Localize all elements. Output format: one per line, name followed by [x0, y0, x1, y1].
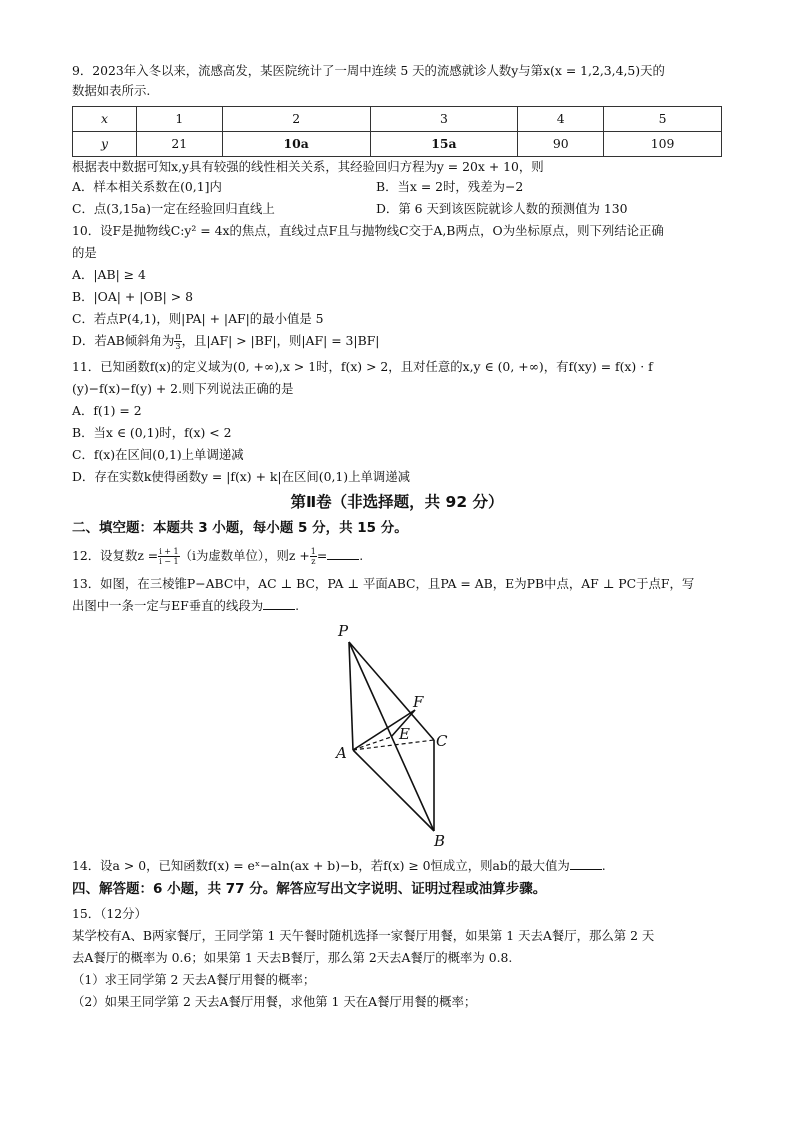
fraction-numerator: 1 — [310, 547, 316, 556]
table-cell: 90 — [518, 132, 604, 157]
q9-option-b: B．当x = 2时，残差为−2 — [376, 179, 524, 194]
q9-data-table — [72, 106, 722, 157]
q9-line3: 根据表中数据可知x,y具有较强的线性相关关系，其经验回归方程为y = 20x + 10，则 — [72, 159, 544, 174]
q10-line1: 10．设F是抛物线C:y² = 4x的焦点，直线过点F且与抛物线C交于A,B两点，O为坐标原点，则下列结论正确 — [72, 223, 664, 238]
q12-mid: （i为虚数单位），则z + — [179, 548, 310, 563]
label-p: P — [338, 622, 349, 640]
q9-line1: 9．2023年入冬以来，流感高发，某医院统计了一周中连续 5 天的流感就诊人数y与第x(x = 1,2,3,4,5)天的 — [72, 63, 665, 78]
q14-text: 14．设a > 0，已知函数f(x) = eˣ−aln(ax + b)−b，若f(x) ≥ 0恒成立，则ab的最大值为 — [72, 858, 570, 873]
section-answer-title: 四、解答题：6 小题，共 77 分。解答应写出文字说明、证明过程或油算步骤。 — [72, 881, 547, 897]
fraction-numerator: π — [175, 332, 181, 341]
figure-hidden-edges — [353, 737, 434, 750]
label-c: C — [436, 732, 448, 750]
fraction-numerator: i + 1 — [159, 547, 179, 556]
label-a: A — [336, 744, 347, 762]
table-cell: 1 — [136, 107, 222, 132]
q11-option-d: D．存在实数k使得函数y = |f(x) + k|在区间(0,1)上单调递减 — [72, 469, 411, 484]
table-row — [73, 132, 722, 157]
label-e: E — [399, 725, 410, 743]
label-b: B — [434, 832, 446, 850]
part2-title: 第Ⅱ卷（非选择题，共 92 分） — [290, 493, 504, 511]
table-cell: 21 — [136, 132, 222, 157]
table-cell: 109 — [604, 132, 722, 157]
q15-sub2: （2）如果王同学第 2 天去A餐厅用餐，求他第 1 天在A餐厅用餐的概率； — [72, 994, 477, 1009]
q15-line1: 某学校有A、B两家餐厅，王同学第 1 天午餐时随机选择一家餐厅用餐，如果第 1 天去A餐厅，那么第 2 天 — [72, 928, 655, 943]
q10-line2: 的是 — [72, 245, 97, 260]
fraction-denominator: 3 — [175, 342, 181, 351]
figure-edges — [349, 642, 434, 831]
table-cell: 3 — [370, 107, 518, 132]
table-cell: 10a — [222, 132, 370, 157]
q11-option-a: A．f(1) = 2 — [72, 403, 142, 418]
section-fill-in-title: 二、填空题：本题共 3 小题，每小题 5 分，共 15 分。 — [72, 520, 408, 536]
q10-fraction — [174, 332, 181, 351]
q10-option-d-post: ，且|AF| > |BF|，则|AF| = 3|BF| — [181, 333, 380, 348]
table-cell: 15a — [370, 132, 518, 157]
edge-pa — [349, 642, 353, 750]
q12-pre: 12．设复数z = — [72, 548, 159, 563]
q10-option-c: C．若点P(4,1)，则|PA| + |AF|的最小值是 5 — [72, 311, 324, 326]
tetrahedron-figure — [320, 614, 470, 850]
table-cell: x — [73, 107, 137, 132]
q11-option-b: B．当x ∈ (0,1)时，f(x) < 2 — [72, 425, 232, 440]
q12-fraction-1 — [158, 547, 179, 566]
q13-line2: 出图中一条一定与EF垂直的线段为 . — [72, 598, 300, 613]
q10-option-d-pre: D．若AB倾斜角为 — [72, 333, 175, 348]
fraction-denominator: i − 1 — [159, 557, 179, 566]
q14-line: 14．设a > 0，已知函数f(x) = eˣ−aln(ax + b)−b，若f(x) ≥ 0恒成立，则ab的最大值为 . — [72, 858, 606, 873]
table-cell: 4 — [518, 107, 604, 132]
q10-option-d — [72, 331, 379, 351]
q10-option-b: B．|OA| + |OB| > 8 — [72, 289, 193, 304]
q10-option-a: A．|AB| ≥ 4 — [72, 267, 146, 282]
answer-blank — [570, 857, 602, 870]
answer-blank — [263, 597, 295, 610]
q9-option-a: A．样本相关系数在(0,1]内 — [72, 179, 222, 194]
q12-line: 12．设复数z = $\frac{i + 1}{i - 1}$ （i为虚数单位），则z + $\frac{1}{z}$ = . — [72, 547, 364, 566]
q13-line2-text: 出图中一条一定与EF垂直的线段为 — [72, 598, 264, 613]
answer-blank — [327, 547, 359, 560]
q9-line2: 数据如表所示. — [72, 83, 151, 98]
q15-line2: 去A餐厅的概率为 0.6；如果第 1 天去B餐厅，那么第 2天去A餐厅的概率为 0.8. — [72, 950, 513, 965]
q11-line1: 11．已知函数f(x)的定义域为(0, +∞),x > 1时，f(x) > 2，且对任意的x,y ∈ (0, +∞)，有f(xy) = f(x) · f — [72, 359, 653, 374]
table-row — [73, 107, 722, 132]
q11-line2: (y)−f(x)−f(y) + 2.则下列说法正确的是 — [72, 381, 294, 396]
fraction-denominator: z — [311, 557, 316, 566]
edge-ab — [353, 750, 434, 831]
q13-line1: 13．如图，在三棱锥P−ABC中，AC ⊥ BC，PA ⊥ 平面ABC，且PA = AB，E为PB中点，AF ⊥ PC于点F，写 — [72, 576, 695, 591]
q9-option-d: D．第 6 天到该医院就诊人数的预测值为 130 — [376, 201, 628, 216]
q12-post: = — [316, 548, 328, 563]
q9-option-c: C．点(3,15a)一定在经验回归直线上 — [72, 201, 275, 216]
label-f: F — [413, 693, 424, 711]
q12-fraction-2 — [310, 547, 317, 566]
q15-header: 15．（12分） — [72, 906, 147, 921]
table-cell: 5 — [604, 107, 722, 132]
table-cell: 2 — [222, 107, 370, 132]
q11-option-c: C．f(x)在区间(0,1)上单调递减 — [72, 447, 244, 462]
table-cell: y — [73, 132, 137, 157]
edge-ae-dashed — [353, 737, 391, 750]
q15-sub1: （1）求王同学第 2 天去A餐厅用餐的概率； — [72, 972, 316, 987]
